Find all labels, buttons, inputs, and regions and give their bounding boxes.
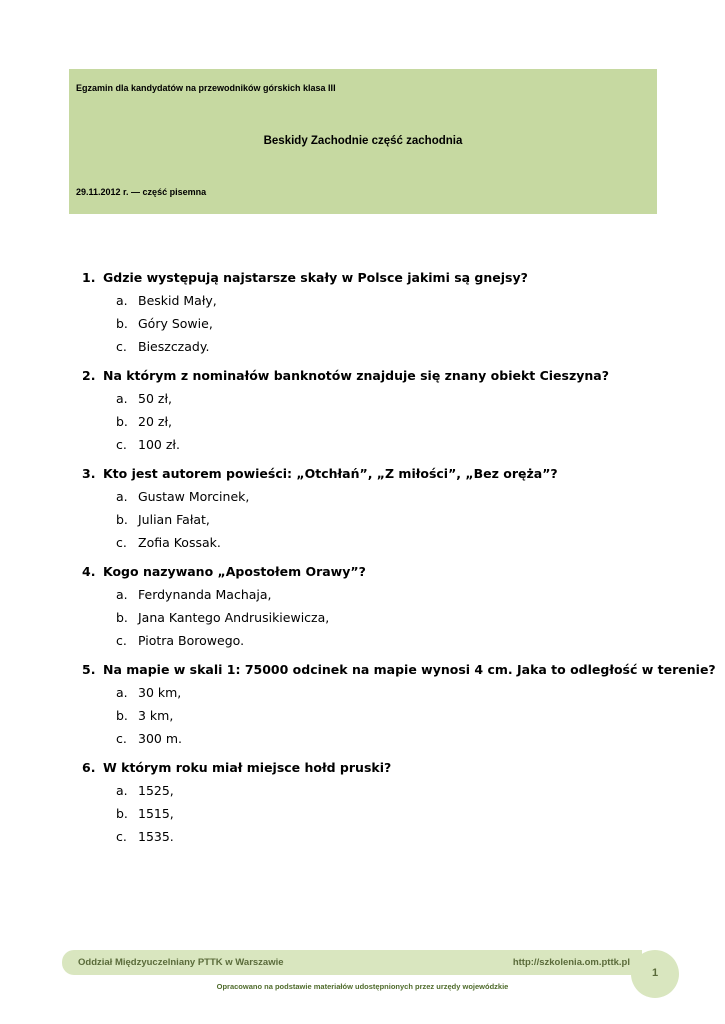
question-text: Na mapie w skali 1: 75000 odcinek na mapie wynosi 4 cm. Jaka to odległość w terenie?: [103, 662, 716, 677]
option-letter: b.: [116, 708, 128, 723]
option-letter: c.: [116, 731, 127, 746]
option-text: Piotra Borowego.: [138, 633, 245, 648]
answer-option: [82, 291, 672, 314]
option-text: 3 km,: [138, 708, 174, 723]
question-number: 4.: [82, 564, 96, 579]
question-number: 2.: [82, 368, 96, 383]
option-text: 300 m.: [138, 731, 182, 746]
option-text: 30 km,: [138, 685, 182, 700]
option-letter: b.: [116, 610, 128, 625]
option-letter: c.: [116, 437, 127, 452]
answer-option: [82, 314, 672, 337]
question-number: 6.: [82, 760, 96, 775]
option-letter: b.: [116, 316, 128, 331]
option-letter: c.: [116, 633, 127, 648]
option-letter: a.: [116, 489, 128, 504]
option-letter: a.: [116, 293, 128, 308]
option-text: Gustaw Morcinek,: [138, 489, 250, 504]
option-letter: c.: [116, 535, 127, 550]
question-text: Na którym z nominałów banknotów znajduje się znany obiekt Cieszyna?: [103, 368, 609, 383]
footer-note: Opracowano na podstawie materiałów udostępnionych przez urzędy wojewódzkie: [216, 982, 509, 991]
question-text: Gdzie występują najstarsze skały w Polsce jakimi są gnejsy?: [103, 270, 528, 285]
exam-date: 29.11.2012 r. — część pisemna: [76, 187, 207, 197]
option-text: Góry Sowie,: [138, 316, 213, 331]
option-text: Zofia Kossak.: [138, 535, 221, 550]
page-number: 1: [651, 967, 659, 979]
answer-option: [82, 337, 672, 360]
question-title: [82, 660, 716, 683]
option-letter: c.: [116, 829, 127, 844]
question-text: W którym roku miał miejsce hołd pruski?: [103, 760, 392, 775]
option-text: 1515,: [138, 806, 174, 821]
exam-title: Beskidy Zachodnie część zachodnia: [263, 135, 463, 147]
answer-option: [82, 608, 672, 631]
question-4: [82, 562, 672, 654]
option-letter: b.: [116, 414, 128, 429]
answer-option: [82, 781, 672, 804]
option-letter: b.: [116, 806, 128, 821]
question-2: [82, 366, 672, 458]
answer-option: [82, 804, 672, 827]
answer-option: [82, 487, 672, 510]
answer-option: [82, 631, 672, 654]
answer-option: [82, 435, 672, 458]
question-3: [82, 464, 672, 556]
option-text: 100 zł.: [138, 437, 180, 452]
question-number: 3.: [82, 466, 96, 481]
answer-option: [82, 585, 672, 608]
question-1: [82, 268, 672, 360]
answer-option: [82, 729, 672, 752]
option-text: 1525,: [138, 783, 174, 798]
answer-option: [82, 533, 672, 556]
option-text: Julian Fałat,: [138, 512, 210, 527]
question-title: [82, 366, 672, 389]
option-letter: a.: [116, 391, 128, 406]
question-number: 5.: [82, 662, 96, 677]
option-text: Ferdynanda Machaja,: [138, 587, 272, 602]
footer-organization: Oddział Międzyuczelniany PTTK w Warszawie: [78, 957, 284, 968]
option-text: Beskid Mały,: [138, 293, 217, 308]
option-text: 1535.: [138, 829, 174, 844]
option-text: Bieszczady.: [138, 339, 210, 354]
answer-option: [82, 683, 672, 706]
question-number: 1.: [82, 270, 96, 285]
option-letter: c.: [116, 339, 127, 354]
answer-option: [82, 827, 672, 850]
answer-option: [82, 510, 672, 533]
option-text: 20 zł,: [138, 414, 172, 429]
question-list: [82, 268, 716, 850]
option-letter: b.: [116, 512, 128, 527]
question-text: Kogo nazywano „Apostołem Orawy”?: [103, 564, 366, 579]
question-5: [82, 660, 716, 752]
answer-option: [82, 706, 672, 729]
answer-option: [82, 389, 672, 412]
option-text: Jana Kantego Andrusikiewicza,: [138, 610, 330, 625]
footer-bar: [62, 950, 642, 975]
question-title: [82, 268, 672, 291]
exam-header-subtitle: Egzamin dla kandydatów na przewodników górskich klasa III: [76, 83, 336, 93]
answer-option: [82, 412, 672, 435]
question-title: [82, 562, 672, 585]
option-letter: a.: [116, 685, 128, 700]
question-6: [82, 758, 672, 850]
exam-header: [69, 69, 657, 214]
option-text: 50 zł,: [138, 391, 172, 406]
question-title: [82, 758, 672, 781]
option-letter: a.: [116, 783, 128, 798]
footer-url: http://szkolenia.om.pttk.pl: [512, 957, 630, 968]
question-title: [82, 464, 672, 487]
question-text: Kto jest autorem powieści: „Otchłań”, „Z miłości”, „Bez oręża”?: [103, 466, 558, 481]
option-letter: a.: [116, 587, 128, 602]
